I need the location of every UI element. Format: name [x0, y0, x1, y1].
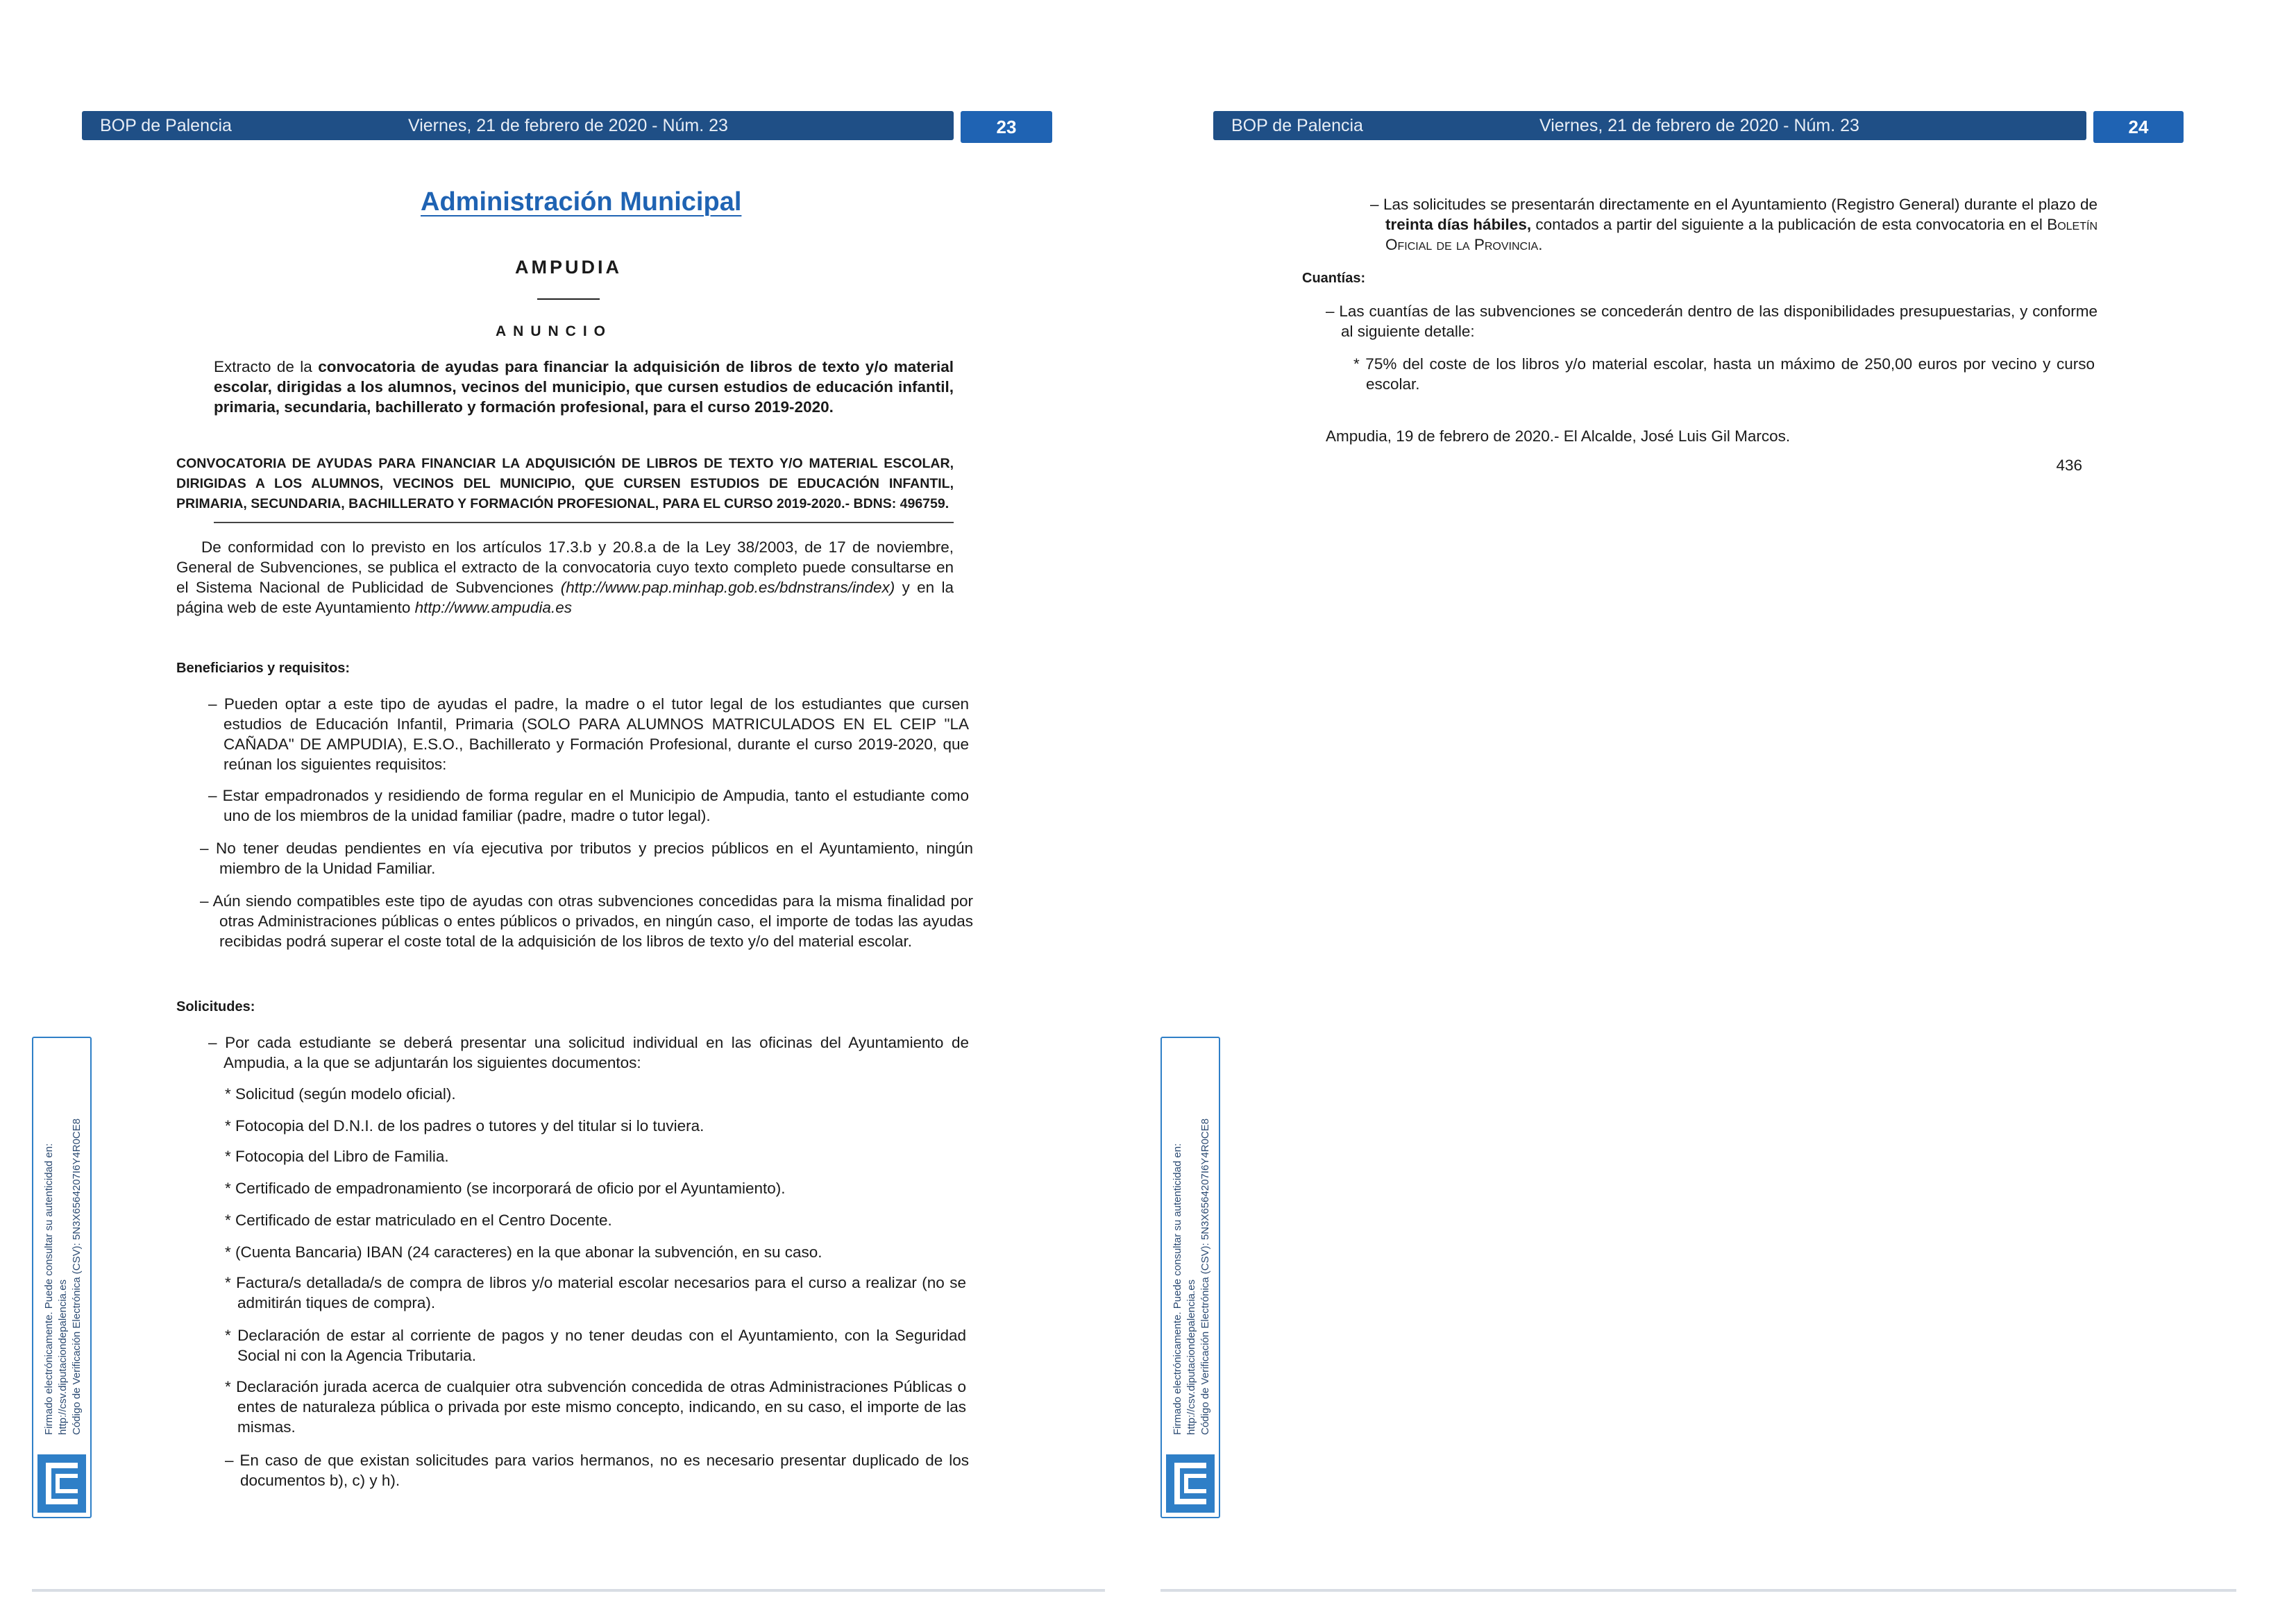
footer-rule: [32, 1589, 1105, 1592]
footer-rule: [1160, 1589, 2236, 1592]
stamp-text: [37, 1059, 86, 1447]
diputacion-logo: [1166, 1454, 1215, 1513]
list-item: – Estar empadronados y residiendo de forma regular en el Municipio de Ampudia, tanto el estudiante como uno de los miembros de la unidad familiar (padre, madre o tutor legal).: [208, 787, 969, 824]
submission-text-2: contados a partir del siguiente a la publicación de esta convocatoria en el: [1531, 216, 2048, 233]
electronic-signature-stamp: [1160, 1037, 1220, 1518]
submission-text-1: – Las solicitudes se presentarán directamente en el Ayuntamiento (Registro General) durante el plazo de: [1370, 196, 2097, 213]
divider: [537, 298, 600, 300]
stamp-text: [1166, 1059, 1215, 1447]
document-item: * Solicitud (según modelo oficial).: [225, 1085, 456, 1103]
diputacion-logo-icon: [1166, 1454, 1215, 1513]
document-item: * Certificado de estar matriculado en el Centro Docente.: [225, 1212, 612, 1229]
document-item: * Factura/s detallada/s de compra de libros y/o material escolar necesarios para el curso a realizar (no se admitirán tiques de compra).: [225, 1274, 966, 1311]
conformity-text-2: y en la página web de este Ayuntamiento: [176, 579, 954, 616]
submission-deadline: treinta días hábiles,: [1385, 216, 1532, 233]
extract-paragraph: [214, 357, 954, 417]
document-item: * Declaración de estar al corriente de pagos y no tener deudas con el Ayuntamiento, con la Seguridad Social ni con la Agencia Tributaria.: [225, 1327, 966, 1364]
submission-paragraph: [1370, 194, 2097, 255]
right-page: [1148, 0, 2296, 1623]
document-item: * Fotocopia del Libro de Familia.: [225, 1148, 449, 1165]
cuantias-heading: Cuantías:: [1302, 271, 1366, 286]
solicitudes-heading: Solicitudes:: [176, 999, 255, 1014]
publication-name: BOP de Palencia: [100, 116, 232, 135]
signature-line: Ampudia, 19 de febrero de 2020.- El Alcalde, José Luis Gil Marcos.: [1326, 427, 1791, 445]
page-number: 24: [2093, 111, 2184, 143]
divider: [214, 522, 954, 523]
list-item: – En caso de que existan solicitudes para varios hermanos, no es necesario presentar duplicado de los documentos b), c) y h).: [225, 1452, 969, 1489]
list-item: – Las cuantías de las subvenciones se concederán dentro de las disponibilidades presupuestarias, y conforme al siguiente detalle:: [1326, 303, 2097, 340]
conformity-text-1: De conformidad con lo previsto en los artículos 17.3.b y 20.8.a de la Ley 38/2003, de 17 de noviembre, General de Subvenciones, se publica el extracto de la convocatoria cuyo texto completo puede consultarse en el Sistema Nacional de Publicidad de Subvenciones: [176, 538, 954, 596]
document-item: * Fotocopia del D.N.I. de los padres o tutores y del titular si lo tuviera.: [225, 1117, 704, 1135]
document-item: * Declaración jurada acerca de cualquier otra subvención concedida de otras Administraciones Públicas o entes de naturaleza pública o privada por este mismo concepto, indicando, en su caso, el importe de las mismas.: [225, 1378, 966, 1436]
extract-subject: convocatoria de ayudas para financiar la adquisición de libros de texto y/o material escolar, dirigidas a los alumnos, vecinos del municipio, que cursen estudios de educación infantil, primaria, secundaria, bachillerato y formación profesional, para el curso 2019-2020.: [214, 358, 954, 416]
ampudia-link[interactable]: http://www.ampudia.es: [414, 599, 572, 616]
diputacion-logo: [37, 1454, 86, 1513]
convocatoria-title: CONVOCATORIA DE AYUDAS PARA FINANCIAR LA ADQUISICIÓN DE LIBROS DE TEXTO Y/O MATERIAL ESCOLAR, DIRIGIDAS A LOS ALUMNOS, VECINOS DEL MUNICIPIO, QUE CURSEN ESTUDIOS DE EDUCACIÓN INFANTIL, PRIMARIA, SECUNDARIA, BACHILLERATO Y FORMACIÓN PROFESIONAL, PARA EL CURSO 2019-2020.- BDNS: 496759.: [176, 456, 954, 511]
document-item: * Certificado de empadronamiento (se incorporará de oficio por el Ayuntamiento).: [225, 1180, 786, 1197]
verification-link[interactable]: http://csv.diputaciondepalencia.es: [57, 1279, 69, 1435]
amount-item: * 75% del coste de los libros y/o material escolar, hasta un máximo de 250,00 euros por vecino y curso escolar.: [1353, 355, 2095, 393]
stamp-line: Código de Verificación Electrónica (CSV): 5N3X6564207I6Y4R0CE8: [1199, 1118, 1211, 1435]
reference-number: 436: [2056, 457, 2082, 474]
conformity-paragraph: [176, 537, 954, 618]
stamp-line: Firmado electrónicamente. Puede consultar su autenticidad en:: [1172, 1143, 1183, 1435]
list-item: – Pueden optar a este tipo de ayudas el padre, la madre o el tutor legal de los estudiantes que cursen estudios de Educación Infantil, Primaria (SOLO PARA ALUMNOS MATRICULADOS EN EL CEIP "LA CAÑADA" DE AMPUDIA), E.S.O., Bachillerato y Formación Profesional, durante el curso 2019-2020, que reúnan los siguientes requisitos:: [208, 695, 969, 773]
list-item: – Aún siendo compatibles este tipo de ayudas con otras subvenciones concedidas para la misma finalidad por otras Administraciones públicas o entes públicos o privados, en ningún caso, el importe de todas las ayudas recibidas podrá superar el coste total de la adquisición de los libros de texto y/o del material escolar.: [200, 892, 973, 950]
issue-date: Viernes, 21 de febrero de 2020 - Núm. 23: [1539, 116, 1859, 135]
submission-journal: Boletín Oficial de la Provincia.: [1385, 216, 2097, 253]
list-item: – No tener deudas pendientes en vía ejecutiva por tributos y precios públicos en el Ayuntamiento, ningún miembro de la Unidad Familiar.: [200, 840, 973, 877]
extract-intro: Extracto de la: [214, 358, 319, 375]
bdns-link[interactable]: (http://www.pap.minhap.gob.es/bdnstrans/index): [560, 579, 895, 596]
verification-link[interactable]: http://csv.diputaciondepalencia.es: [1185, 1279, 1197, 1435]
issue-date: Viernes, 21 de febrero de 2020 - Núm. 23: [408, 116, 728, 135]
stamp-line: Código de Verificación Electrónica (CSV): 5N3X6564207I6Y4R0CE8: [71, 1118, 83, 1435]
publication-name: BOP de Palencia: [1231, 116, 1363, 135]
electronic-signature-stamp: [32, 1037, 92, 1518]
town-name: AMPUDIA: [515, 257, 622, 278]
notice-label: ANUNCIO: [496, 323, 612, 339]
list-item: – Por cada estudiante se deberá presentar una solicitud individual en las oficinas del Ayuntamiento de Ampudia, a la que se adjuntarán los siguientes documentos:: [208, 1034, 969, 1071]
page-header-bar: [82, 111, 954, 140]
stamp-line: Firmado electrónicamente. Puede consultar su autenticidad en:: [43, 1143, 55, 1435]
document-item: * (Cuenta Bancaria) IBAN (24 caracteres) en la que abonar la subvención, en su caso.: [225, 1243, 822, 1261]
beneficiarios-heading: Beneficiarios y requisitos:: [176, 661, 351, 676]
page-header-bar: [1213, 111, 2086, 140]
page-number: 23: [961, 111, 1052, 143]
diputacion-logo-icon: [37, 1454, 86, 1513]
section-title: Administración Municipal: [421, 187, 742, 216]
